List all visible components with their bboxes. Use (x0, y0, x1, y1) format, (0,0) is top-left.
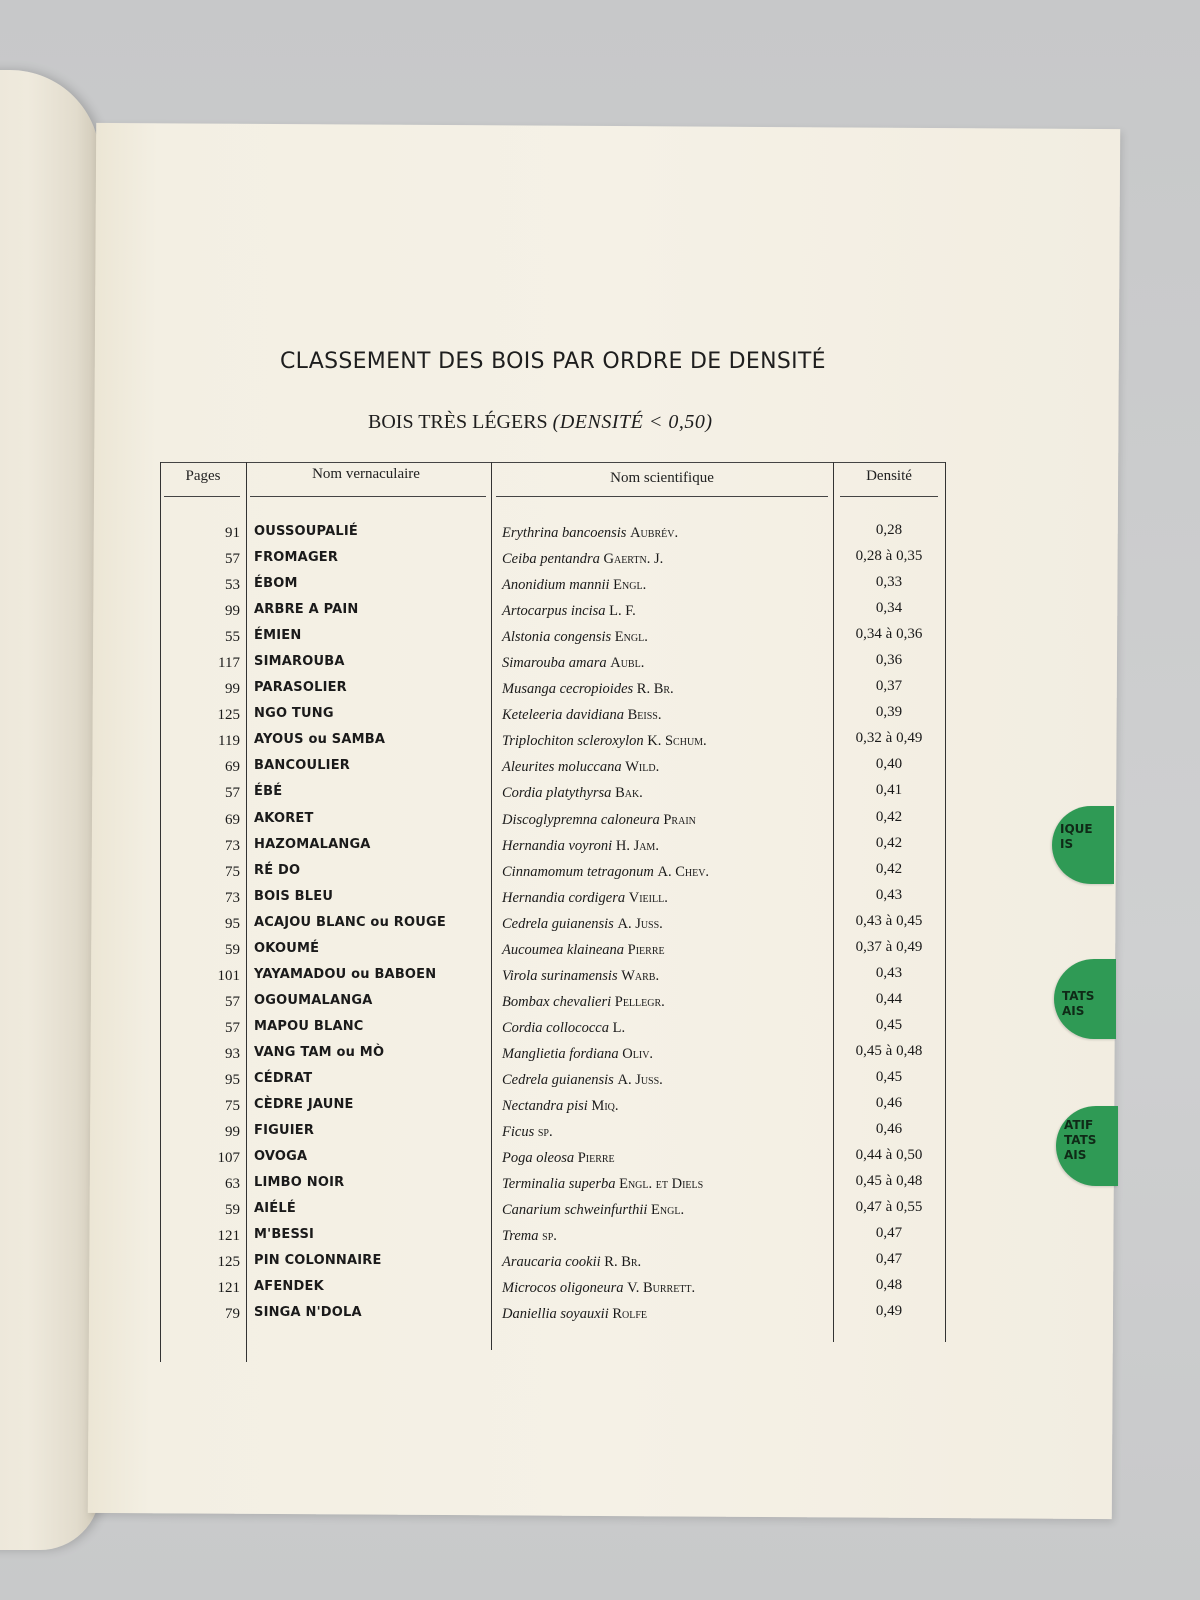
row-scientific-author: Pierre (627, 941, 665, 958)
row-page-number: 69 (225, 811, 240, 828)
row-scientific-binomial: Discoglypremna caloneura (502, 811, 660, 828)
row-density: 0,36 (875, 652, 903, 669)
row-scientific-name (502, 838, 659, 855)
table-row (160, 652, 946, 678)
row-scientific-binomial: Microcos oligoneura (502, 1280, 624, 1297)
row-density: 0,43 (875, 964, 903, 981)
row-scientific-name (502, 1020, 625, 1037)
row-scientific-name (502, 812, 696, 829)
table-row (160, 1303, 946, 1329)
row-density: 0,48 (875, 1277, 903, 1294)
header-density: Densité (866, 468, 912, 484)
row-scientific-name (502, 1280, 695, 1297)
tab-3-line-2: TATS (1064, 1133, 1097, 1147)
table-row (160, 548, 946, 574)
row-scientific-name (502, 864, 709, 881)
row-scientific-name (502, 785, 643, 802)
row-scientific-author: Oliv. (622, 1045, 654, 1062)
row-scientific-author: Miq. (591, 1098, 619, 1115)
row-density: 0,41 (875, 782, 903, 799)
table-top-rule (160, 462, 946, 463)
row-scientific-name (502, 994, 665, 1011)
row-scientific-author: sp. (537, 1124, 553, 1141)
row-page-number: 125 (217, 707, 240, 724)
row-density: 0,45 (875, 1016, 903, 1033)
table-row (160, 991, 946, 1017)
table-row (160, 809, 946, 835)
row-page-number: 73 (225, 889, 240, 906)
tab-1-line-2: IS (1060, 837, 1074, 851)
table-row (160, 1069, 946, 1095)
row-density: 0,28 à 0,35 (855, 548, 923, 565)
row-scientific-binomial: Ficus (502, 1124, 535, 1141)
table-row (160, 1147, 946, 1173)
row-vernacular-name: NGO TUNG (254, 706, 334, 722)
row-density: 0,47 (875, 1225, 903, 1242)
tab-2-line-1: TATS (1062, 989, 1095, 1003)
header-underline-vernacular (250, 496, 486, 497)
row-density: 0,37 (875, 678, 903, 695)
table-row (160, 1173, 946, 1199)
row-vernacular-name: ÉBÉ (254, 784, 283, 800)
row-scientific-binomial: Simarouba amara (502, 655, 607, 672)
table-row (160, 1277, 946, 1303)
row-scientific-author: Rolfe (612, 1306, 648, 1323)
row-vernacular-name: MAPOU BLANC (254, 1018, 364, 1034)
row-density: 0,42 (875, 834, 903, 851)
row-vernacular-name: AKORET (254, 810, 314, 826)
row-density: 0,43 à 0,45 (855, 912, 923, 929)
table-row (160, 887, 946, 913)
row-page-number: 59 (225, 941, 240, 958)
row-scientific-binomial: Trema (502, 1228, 539, 1245)
row-scientific-name (502, 655, 644, 672)
row-vernacular-name: PIN COLONNAIRE (254, 1253, 382, 1269)
row-scientific-author: Vieill. (628, 889, 668, 906)
row-scientific-binomial: Cedrela guianensis (502, 1071, 614, 1088)
row-density: 0,42 (875, 860, 903, 877)
row-page-number: 75 (225, 1098, 240, 1115)
row-scientific-binomial: Alstonia congensis (502, 629, 612, 646)
row-density: 0,32 à 0,49 (855, 730, 923, 747)
tab-2-line-2: AIS (1062, 1004, 1085, 1018)
header-scientific: Nom scientifique (610, 470, 714, 486)
row-page-number: 93 (225, 1045, 240, 1062)
table-body (160, 522, 946, 1329)
table-row (160, 835, 946, 861)
row-scientific-binomial: Nectandra pisi (502, 1098, 588, 1115)
row-scientific-author: Engl. et Diels (619, 1176, 704, 1193)
row-scientific-binomial: Artocarpus incisa (502, 603, 606, 620)
header-pages: Pages (185, 468, 221, 484)
row-density: 0,47 à 0,55 (855, 1199, 923, 1216)
header-underline-scientific (496, 496, 828, 497)
row-vernacular-name: ÉBOM (254, 576, 298, 592)
table-row (160, 756, 946, 782)
row-vernacular-name: ÉMIEN (254, 628, 302, 644)
row-scientific-name (502, 1176, 703, 1193)
row-scientific-name (502, 1046, 653, 1063)
row-scientific-author: Prain (663, 811, 696, 828)
row-scientific-author: Engl. (651, 1202, 685, 1219)
section-title (368, 411, 768, 434)
row-scientific-name (502, 890, 668, 907)
row-density: 0,45 à 0,48 (855, 1042, 923, 1059)
section-title-main: BOIS TRÈS LÉGERS (368, 411, 548, 433)
row-vernacular-name: HAZOMALANGA (254, 836, 371, 852)
row-scientific-author: Gaertn. J. (603, 551, 664, 568)
row-density: 0,45 à 0,48 (855, 1173, 923, 1190)
row-scientific-author: Engl. (614, 629, 648, 646)
row-scientific-author: Bak. (615, 785, 643, 802)
row-page-number: 121 (217, 1228, 240, 1245)
row-vernacular-name: BANCOULIER (254, 758, 351, 774)
row-scientific-author: V. Burrett. (627, 1280, 696, 1297)
table-row (160, 1121, 946, 1147)
table-row (160, 861, 946, 887)
table-row (160, 939, 946, 965)
row-vernacular-name: OVOGA (254, 1149, 308, 1165)
table-row (160, 1017, 946, 1043)
row-page-number: 99 (225, 1124, 240, 1141)
section-title-qualifier: (DENSITÉ < 0,50) (552, 411, 713, 433)
row-vernacular-name: BOIS BLEU (254, 888, 334, 904)
row-page-number: 57 (225, 1019, 240, 1036)
row-scientific-binomial: Aucoumea klaineana (502, 941, 625, 958)
row-vernacular-name: ARBRE A PAIN (254, 602, 359, 618)
row-vernacular-name: ACAJOU BLANC ou ROUGE (254, 914, 446, 930)
row-page-number: 117 (218, 655, 240, 672)
table-row (160, 782, 946, 808)
row-vernacular-name: SIMAROUBA (254, 654, 345, 670)
row-scientific-author: A. Juss. (617, 1071, 663, 1088)
row-density: 0,49 (875, 1303, 903, 1320)
row-scientific-author: L. (612, 1019, 626, 1036)
row-density: 0,40 (875, 756, 903, 773)
row-density: 0,46 (875, 1095, 903, 1112)
row-vernacular-name: PARASOLIER (254, 680, 347, 696)
row-scientific-author: H. Jam. (615, 837, 659, 854)
tab-3-line-1: ATIF (1064, 1118, 1094, 1132)
row-vernacular-name: VANG TAM ou MÒ (254, 1044, 385, 1060)
row-scientific-name (502, 577, 646, 594)
row-page-number: 55 (225, 629, 240, 646)
table-row (160, 1251, 946, 1277)
row-page-number: 95 (225, 915, 240, 932)
row-vernacular-name: YAYAMADOU ou BABOEN (254, 966, 437, 982)
row-scientific-name (502, 1124, 553, 1141)
row-scientific-name (502, 942, 665, 959)
row-density: 0,44 à 0,50 (855, 1147, 923, 1164)
row-density: 0,47 (875, 1251, 903, 1268)
row-vernacular-name: AYOUS ou SAMBA (254, 732, 386, 748)
row-scientific-binomial: Anonidium mannii (502, 577, 610, 594)
row-vernacular-name: M'BESSI (254, 1227, 315, 1243)
row-scientific-binomial: Cordia collococca (502, 1019, 609, 1036)
table-row (160, 704, 946, 730)
row-scientific-author: Beiss. (627, 707, 662, 724)
row-scientific-binomial: Bombax chevalieri (502, 993, 612, 1010)
row-scientific-name (502, 603, 636, 620)
density-table (160, 462, 946, 1362)
row-scientific-name (502, 1072, 663, 1089)
row-scientific-binomial: Ceiba pentandra (502, 551, 600, 568)
row-page-number: 99 (225, 603, 240, 620)
row-scientific-name (502, 968, 659, 985)
row-page-number: 57 (225, 993, 240, 1010)
row-density: 0,34 à 0,36 (855, 626, 923, 643)
row-density: 0,37 à 0,49 (855, 938, 923, 955)
table-row (160, 522, 946, 548)
row-scientific-binomial: Hernandia voyroni (502, 837, 613, 854)
row-scientific-author: Wild. (625, 759, 660, 776)
row-scientific-author: Warb. (621, 967, 660, 984)
row-scientific-binomial: Daniellia soyauxii (502, 1306, 609, 1323)
row-scientific-author: sp. (542, 1228, 557, 1245)
row-scientific-name (502, 1202, 684, 1219)
row-vernacular-name: AFENDEK (254, 1279, 324, 1295)
row-page-number: 59 (225, 1202, 240, 1219)
row-page-number: 57 (225, 785, 240, 802)
row-scientific-binomial: Araucaria cookii (502, 1254, 601, 1271)
row-page-number: 63 (225, 1176, 240, 1193)
row-vernacular-name: LIMBO NOIR (254, 1175, 345, 1191)
row-scientific-author: Pellegr. (614, 993, 665, 1010)
table-row (160, 626, 946, 652)
table-row (160, 1043, 946, 1069)
row-scientific-name (502, 1254, 641, 1271)
header-underline-density (840, 496, 938, 497)
tab-1-line-1: IQUE (1060, 822, 1093, 836)
row-vernacular-name: OGOUMALANGA (254, 992, 373, 1008)
row-scientific-name (502, 1150, 615, 1167)
row-scientific-name (502, 1228, 557, 1245)
row-scientific-name (502, 525, 678, 542)
table-row (160, 1199, 946, 1225)
row-vernacular-name: FIGUIER (254, 1123, 315, 1139)
row-scientific-author: Engl. (613, 577, 647, 594)
row-page-number: 95 (225, 1071, 240, 1088)
row-scientific-name (502, 733, 707, 750)
row-scientific-author: Pierre (577, 1150, 615, 1167)
table-row (160, 600, 946, 626)
row-scientific-name (502, 916, 663, 933)
header-vernacular: Nom vernaculaire (312, 466, 420, 482)
tab-3-line-3: AIS (1064, 1148, 1087, 1162)
row-density: 0,42 (875, 808, 903, 825)
row-page-number: 125 (217, 1254, 240, 1271)
row-vernacular-name: RÉ DO (254, 862, 301, 878)
row-density: 0,28 (875, 522, 903, 538)
table-row (160, 678, 946, 704)
row-density: 0,34 (875, 600, 903, 617)
table-row (160, 730, 946, 756)
row-page-number: 121 (217, 1280, 240, 1297)
row-scientific-author: R. Br. (636, 681, 674, 698)
page-title: CLASSEMENT DES BOIS PAR ORDRE DE DENSITÉ (280, 349, 826, 374)
row-scientific-author: Aubl. (610, 655, 645, 672)
row-vernacular-name: FROMAGER (254, 550, 339, 566)
row-scientific-name (502, 759, 659, 776)
row-page-number: 57 (225, 551, 240, 568)
row-scientific-author: Aubrév. (630, 525, 679, 541)
row-page-number: 99 (225, 681, 240, 698)
left-page-edge (0, 70, 100, 1550)
row-scientific-binomial: Cedrela guianensis (502, 915, 614, 932)
row-scientific-author: R. Br. (604, 1254, 642, 1271)
row-page-number: 73 (225, 837, 240, 854)
row-vernacular-name: OUSSOUPALIÉ (254, 524, 358, 539)
row-scientific-binomial: Poga oleosa (502, 1150, 575, 1167)
row-page-number: 53 (225, 577, 240, 594)
row-scientific-name (502, 1098, 619, 1115)
table-row (160, 1095, 946, 1121)
row-vernacular-name: CÉDRAT (254, 1070, 313, 1086)
row-scientific-binomial: Musanga cecropioides (502, 681, 634, 698)
row-scientific-author: K. Schum. (647, 733, 707, 750)
row-vernacular-name: AIÉLÉ (254, 1201, 296, 1217)
row-density: 0,46 (875, 1121, 903, 1138)
row-scientific-name (502, 681, 674, 698)
table-row (160, 913, 946, 939)
row-scientific-binomial: Virola surinamensis (502, 967, 618, 984)
row-scientific-binomial: Hernandia cordigera (502, 889, 626, 906)
row-density: 0,39 (875, 704, 903, 721)
row-scientific-author: A. Juss. (617, 915, 663, 932)
row-vernacular-name: SINGA N'DOLA (254, 1305, 362, 1321)
row-page-number: 75 (225, 863, 240, 880)
row-page-number: 107 (217, 1150, 240, 1167)
row-scientific-name (502, 551, 663, 568)
row-scientific-binomial: Keteleeria davidiana (502, 707, 625, 724)
row-page-number: 101 (217, 967, 240, 984)
row-scientific-binomial: Cordia platythyrsa (502, 785, 612, 802)
row-vernacular-name: CÈDRE JAUNE (254, 1097, 354, 1113)
row-density: 0,44 (875, 990, 903, 1007)
table-row (160, 965, 946, 991)
row-density: 0,33 (875, 574, 903, 591)
row-scientific-binomial: Cinnamomum tetragonum (502, 863, 654, 880)
row-scientific-binomial: Erythrina bancoensis (502, 525, 627, 541)
row-density: 0,43 (875, 886, 903, 903)
row-scientific-binomial: Triplochiton scleroxylon (502, 733, 644, 750)
row-page-number: 119 (218, 733, 240, 750)
row-scientific-author: L. F. (609, 603, 636, 620)
row-page-number: 91 (225, 525, 240, 541)
header-underline-pages (164, 496, 240, 497)
row-scientific-binomial: Canarium schweinfurthii (502, 1202, 648, 1219)
row-vernacular-name: OKOUMÉ (254, 940, 320, 956)
row-scientific-binomial: Manglietia fordiana (502, 1045, 619, 1062)
row-density: 0,45 (875, 1068, 903, 1085)
row-scientific-author: A. Chev. (657, 863, 710, 880)
row-scientific-binomial: Aleurites moluccana (502, 759, 622, 776)
row-scientific-name (502, 629, 648, 646)
row-scientific-binomial: Terminalia superba (502, 1176, 616, 1193)
table-row (160, 1225, 946, 1251)
row-scientific-name (502, 707, 662, 724)
row-page-number: 69 (225, 759, 240, 776)
row-page-number: 79 (225, 1306, 240, 1323)
table-row (160, 574, 946, 600)
row-scientific-name (502, 1306, 647, 1323)
